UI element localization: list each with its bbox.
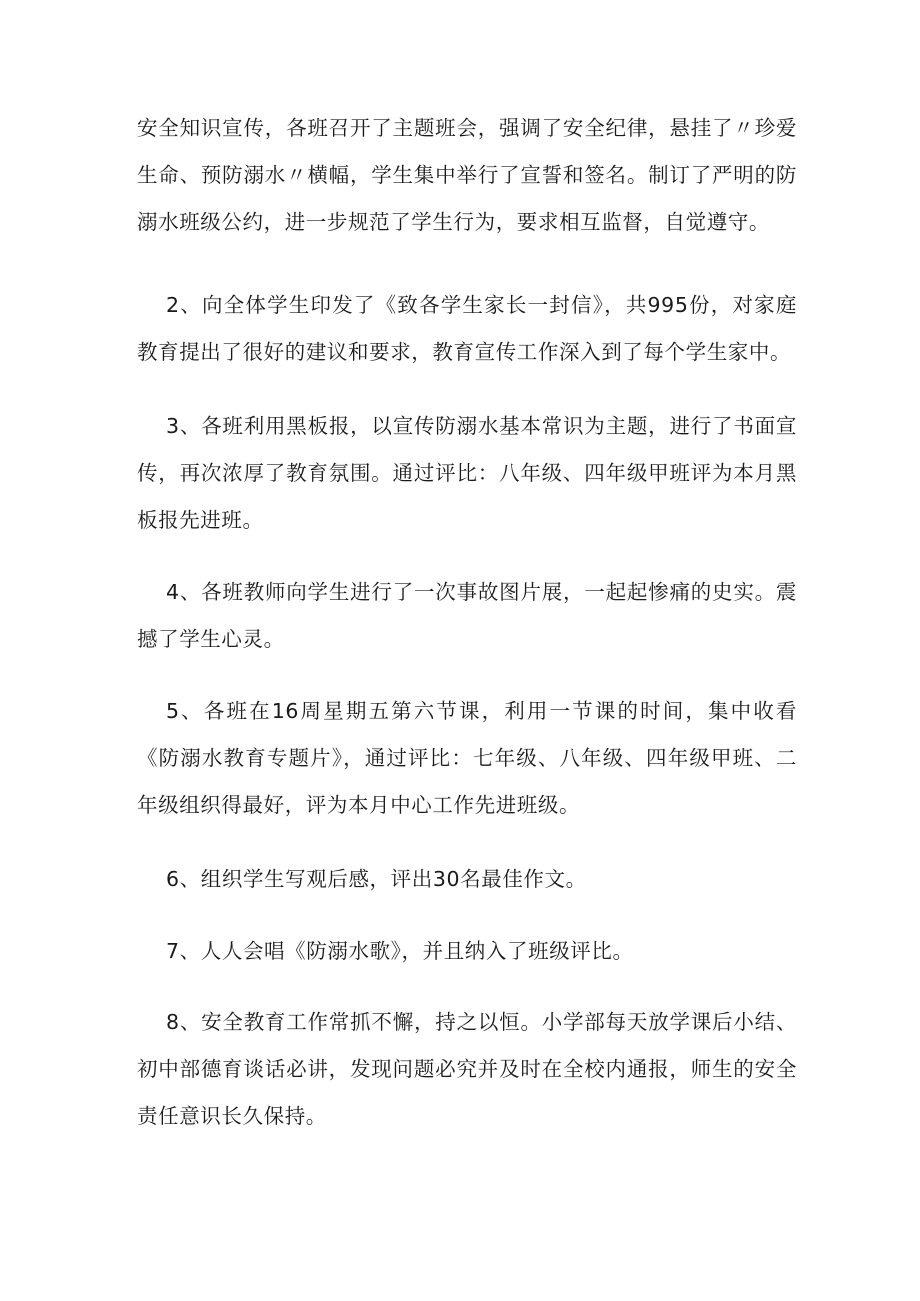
paragraph-3: 3、各班利用黑板报，以宣传防溺水基本常识为主题，进行了书面宣传，再次浓厚了教育氛围。通过评比：八年级、四年级甲班评为本月黑板报先进班。 bbox=[137, 414, 797, 532]
paragraph-8: 8、安全教育工作常抓不懈，持之以恒。小学部每天放学课后小结、初中部德育谈话必讲，发现问题必究并及时在全校内通报，师生的安全责任意识长久保持。 bbox=[137, 1010, 797, 1128]
paragraph-7: 7、人人会唱《防溺水歌》，并且纳入了班级评比。 bbox=[166, 939, 634, 963]
paragraph-6: 6、组织学生写观后感，评出30名最佳作文。 bbox=[166, 867, 587, 891]
paragraph-2: 2、向全体学生印发了《致各学生家长一封信》，共995份，对家庭教育提出了很好的建议和要求，教育宣传工作深入到了每个学生家中。 bbox=[137, 293, 797, 364]
paragraph-1-continued: 安全知识宣传，各班召开了主题班会，强调了安全纪律，悬挂了〃珍爱生命、预防溺水〃横幅，学生集中举行了宣誓和签名。制订了严明的防溺水班级公约，进一步规范了学生行为，要求相互监督，自觉遵守。 bbox=[137, 116, 797, 234]
paragraph-5: 5、各班在16周星期五第六节课，利用一节课的时间，集中收看《防溺水教育专题片》，通过评比：七年级、八年级、四年级甲班、二年级组织得最好，评为本月中心工作先进班级。 bbox=[137, 699, 797, 817]
paragraph-4: 4、各班教师向学生进行了一次事故图片展，一起起惨痛的史实。震撼了学生心灵。 bbox=[137, 580, 797, 651]
